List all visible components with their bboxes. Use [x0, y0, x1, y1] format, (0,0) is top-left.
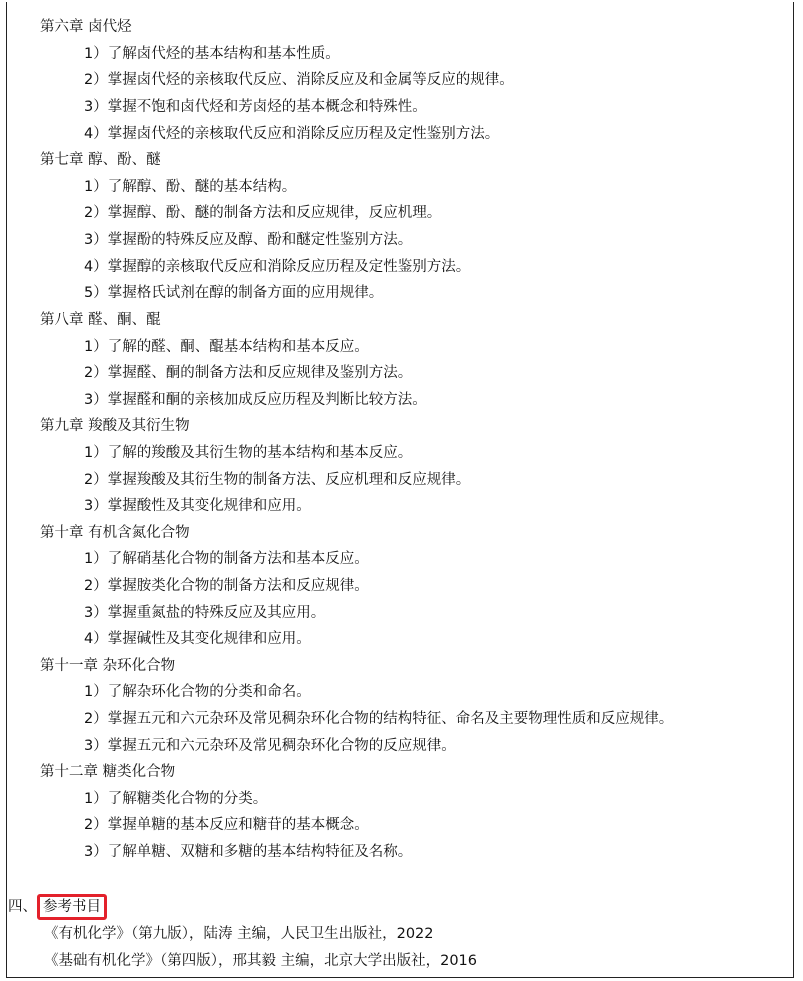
- list-item: 2）掌握卤代烃的亲核取代反应、消除反应及和金属等反应的规律。: [84, 72, 514, 88]
- chapter-title: 第十一章 杂环化合物: [40, 658, 176, 674]
- list-item: 1）了解的羧酸及其衍生物的基本结构和基本反应。: [84, 445, 413, 461]
- list-item: 4）掌握醇的亲核取代反应和消除反应历程及定性鉴别方法。: [84, 259, 471, 275]
- list-item: 3）掌握醛和酮的亲核加成反应历程及判断比较方法。: [84, 392, 427, 408]
- section-heading: [8, 897, 107, 917]
- list-item: 1）了解卤代烃的基本结构和基本性质。: [84, 46, 340, 62]
- list-item: 3）掌握酚的特殊反应及醇、酚和醚定性鉴别方法。: [84, 232, 413, 248]
- list-item: 2）掌握醛、酮的制备方法和反应规律及鉴别方法。: [84, 365, 413, 381]
- chapter-title: 第七章 醇、酚、醚: [40, 152, 161, 168]
- section-number: 四、: [8, 899, 37, 915]
- list-item: 2）掌握羧酸及其衍生物的制备方法、反应机理和反应规律。: [84, 472, 471, 488]
- chapter-title: 第十章 有机含氮化合物: [40, 525, 190, 541]
- list-item: 3）掌握重氮盐的特殊反应及其应用。: [84, 605, 326, 621]
- list-item: 1）了解的醛、酮、醌基本结构和基本反应。: [84, 339, 369, 355]
- list-item: 3）掌握五元和六元杂环及常见稠杂环化合物的反应规律。: [84, 738, 456, 754]
- section-title-highlighted: 参考书目: [37, 894, 107, 920]
- list-item: 3）了解单糖、双糖和多糖的基本结构特征及名称。: [84, 844, 413, 860]
- chapter-title: 第九章 羧酸及其衍生物: [40, 418, 190, 434]
- list-item: 1）了解硝基化合物的制备方法和基本反应。: [84, 551, 369, 567]
- list-item: 4）掌握碱性及其变化规律和应用。: [84, 631, 311, 647]
- list-item: 3）掌握不饱和卤代烃和芳卤烃的基本概念和特殊性。: [84, 99, 427, 115]
- reference-item: 《基础有机化学》（第四版），邢其毅 主编，北京大学出版社，2016: [44, 953, 478, 969]
- chapter-title: 第十二章 糖类化合物: [40, 764, 176, 780]
- list-item: 2）掌握胺类化合物的制备方法和反应规律。: [84, 578, 369, 594]
- chapter-title: 第八章 醛、酮、醌: [40, 312, 161, 328]
- list-item: 3）掌握酸性及其变化规律和应用。: [84, 498, 311, 514]
- list-item: 5）掌握格氏试剂在醇的制备方面的应用规律。: [84, 285, 384, 301]
- list-item: 2）掌握单糖的基本反应和糖苷的基本概念。: [84, 817, 369, 833]
- reference-item: 《有机化学》（第九版），陆涛 主编，人民卫生出版社，2022: [44, 926, 434, 942]
- list-item: 1）了解醇、酚、醚的基本结构。: [84, 179, 297, 195]
- list-item: 1）了解杂环化合物的分类和命名。: [84, 684, 311, 700]
- list-item: 2）掌握五元和六元杂环及常见稠杂环化合物的结构特征、命名及主要物理性质和反应规律。: [84, 711, 674, 727]
- list-item: 4）掌握卤代烃的亲核取代反应和消除反应历程及定性鉴别方法。: [84, 126, 500, 142]
- list-item: 2）掌握醇、酚、醚的制备方法和反应规律，反应机理。: [84, 205, 442, 221]
- list-item: 1）了解糖类化合物的分类。: [84, 791, 268, 807]
- chapter-title: 第六章 卤代烃: [40, 19, 132, 35]
